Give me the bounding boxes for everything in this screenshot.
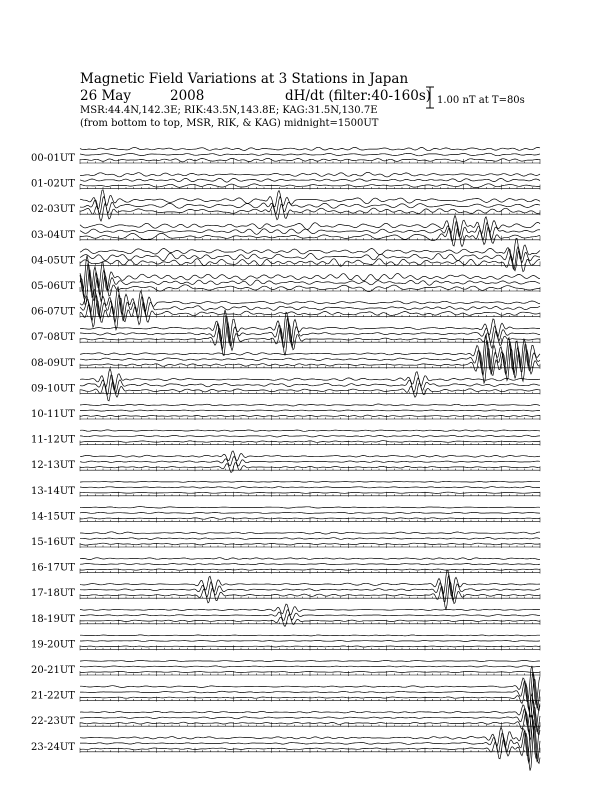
date-day: 26 May (80, 88, 131, 104)
hour-row (31, 287, 540, 330)
row-label: 18-19UT (31, 613, 75, 625)
hour-row (31, 558, 540, 574)
trace-kag (80, 147, 540, 150)
trace-msr (80, 727, 540, 771)
row-label: 19-20UT (31, 639, 75, 651)
trace-kag (80, 532, 540, 534)
trace-rik (80, 340, 540, 376)
trace-kag (80, 635, 540, 636)
row-label: 12-13UT (31, 460, 75, 472)
trace-msr (80, 323, 540, 356)
row-label: 04-05UT (31, 255, 75, 267)
scale-label: 1.00 nT at T=80s (437, 95, 525, 106)
trace-kag (80, 190, 540, 210)
hour-row (31, 635, 540, 651)
trace-rik (80, 666, 540, 667)
hour-row (31, 215, 540, 246)
hour-row (31, 604, 540, 626)
trace-rik (80, 456, 540, 466)
hour-row (31, 532, 540, 548)
hour-row (31, 404, 540, 420)
row-label: 03-04UT (31, 229, 75, 241)
row-label: 00-01UT (31, 153, 75, 164)
trace-kag (80, 172, 540, 177)
hour-row (31, 430, 540, 446)
row-label: 02-03UT (31, 204, 75, 216)
trace-msr (80, 679, 540, 717)
trace-rik (80, 641, 540, 642)
row-label: 05-06UT (31, 281, 75, 292)
row-label: 08-09UT (31, 357, 75, 369)
trace-msr (80, 250, 540, 272)
chart-title: Magnetic Field Variations at 3 Stations in Japan (80, 71, 409, 87)
row-label: 20-21UT (31, 665, 75, 676)
hour-row (31, 570, 540, 610)
row-label: 11-12UT (31, 434, 75, 446)
trace-kag (80, 660, 540, 661)
row-label: 13-14UT (31, 485, 75, 497)
trace-kag (80, 570, 540, 597)
hour-row (31, 369, 540, 401)
row-label: 06-07UT (31, 306, 75, 318)
trace-kag (80, 604, 540, 615)
hour-row (31, 666, 540, 717)
trace-kag (80, 404, 540, 406)
trace-rik (80, 317, 540, 350)
row-label: 07-08UT (31, 332, 75, 344)
trace-rik (80, 672, 540, 711)
trace-kag (80, 481, 540, 482)
stations-line: MSR:44.4N,142.3E; RIK:43.5N,143.8E; KAG:31.5N,130.7E (80, 105, 378, 116)
hour-row (31, 147, 540, 164)
hour-row (31, 335, 540, 384)
hour-row (31, 660, 540, 676)
row-label: 10-11UT (31, 409, 75, 420)
date-year: 2008 (170, 88, 205, 104)
row-label: 01-02UT (31, 178, 75, 190)
hour-row (31, 507, 540, 523)
row-label: 09-10UT (31, 383, 75, 395)
trace-kag (80, 215, 540, 236)
quantity-label: dH/dt (filter:40-160s) (285, 88, 432, 104)
trace-rik (80, 435, 540, 437)
row-label: 22-23UT (31, 716, 75, 728)
trace-rik (80, 610, 540, 621)
hour-row (31, 451, 540, 473)
row-label: 17-18UT (31, 588, 75, 600)
trace-rik (80, 264, 540, 299)
trace-rik (80, 487, 540, 489)
trace-rik (80, 153, 540, 156)
hour-row (31, 694, 540, 740)
row-label: 16-17UT (31, 562, 75, 574)
hour-row (31, 481, 540, 497)
trace-rik (80, 700, 540, 734)
trace-rik (80, 410, 540, 411)
row-label: 15-16UT (31, 537, 75, 548)
row-label: 14-15UT (31, 511, 75, 523)
hour-row (31, 172, 540, 189)
order-line: (from bottom to top, MSR, RIK, & KAG) midnight=1500UT (80, 118, 379, 129)
hour-rows (31, 147, 540, 770)
trace-rik (80, 564, 540, 565)
trace-kag (80, 430, 540, 431)
trace-kag (80, 507, 540, 509)
hour-row (31, 190, 540, 221)
trace-rik (80, 178, 540, 182)
trace-kag (80, 558, 540, 560)
trace-rik (80, 512, 540, 513)
trace-kag (80, 369, 540, 390)
scale-bar (426, 87, 525, 108)
row-label: 21-22UT (31, 690, 75, 702)
row-label: 23-24UT (31, 741, 75, 753)
trace-kag (80, 451, 540, 461)
trace-rik (80, 538, 540, 540)
trace-kag (80, 239, 540, 262)
